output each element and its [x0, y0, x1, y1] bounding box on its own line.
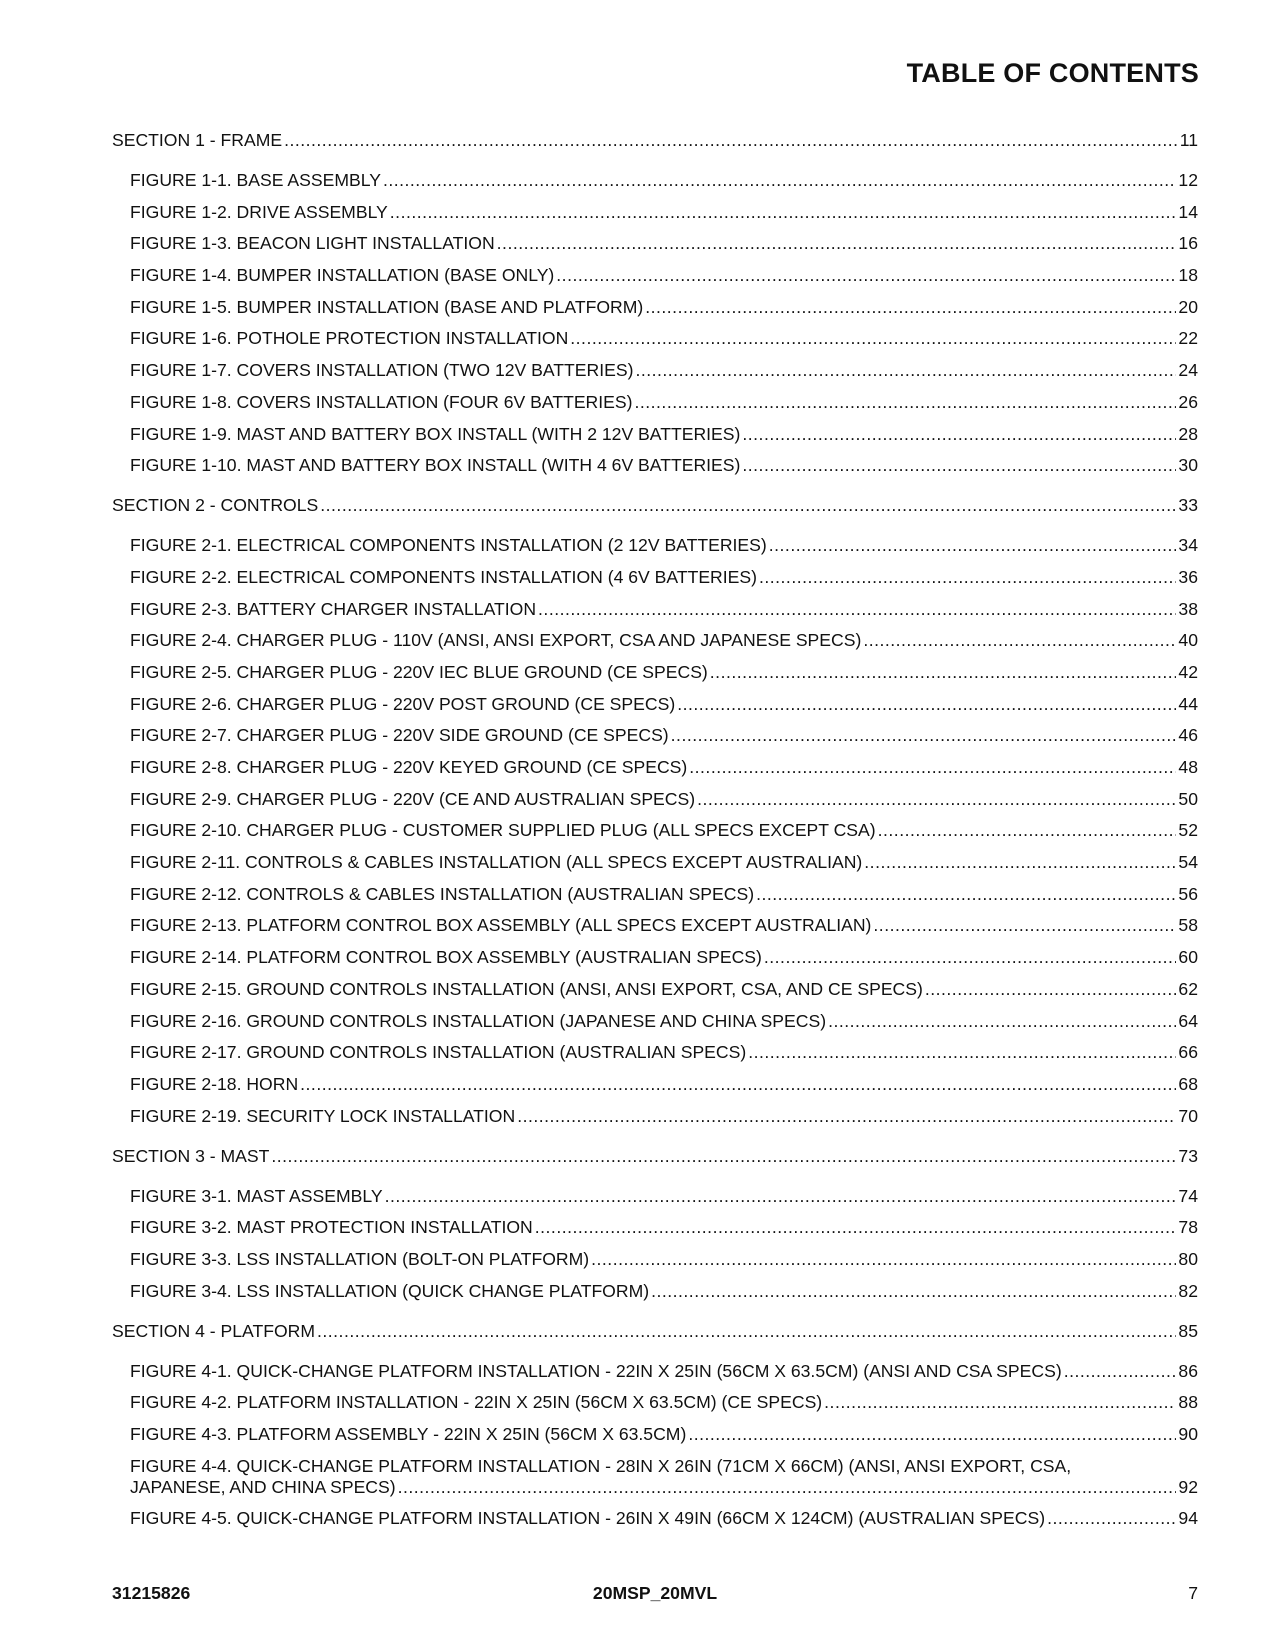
toc-entry-label-continued: JAPANESE, AND CHINA SPECS)	[130, 1476, 396, 1497]
toc-entry-label: FIGURE 2-13. PLATFORM CONTROL BOX ASSEMBLY (ALL SPECS EXCEPT AUSTRALIAN)	[130, 915, 872, 936]
toc-entry-label: FIGURE 2-1. ELECTRICAL COMPONENTS INSTALLATION (2 12V BATTERIES)	[130, 535, 767, 556]
toc-entry-label: FIGURE 2-8. CHARGER PLUG - 220V KEYED GROUND (CE SPECS)	[130, 757, 688, 777]
toc-entry-page: 22	[1178, 328, 1198, 349]
toc-entry-page: 16	[1178, 233, 1198, 254]
table-of-contents	[112, 130, 1198, 1529]
dot-leader	[925, 979, 1177, 1000]
toc-entry-page: 74	[1178, 1185, 1198, 1206]
toc-figure-entry[interactable]	[112, 233, 1198, 254]
dot-leader	[320, 495, 1176, 516]
dot-leader	[764, 947, 1177, 968]
toc-figure-entry[interactable]	[112, 1106, 1198, 1127]
toc-entry-label: FIGURE 2-3. BATTERY CHARGER INSTALLATION	[130, 598, 537, 619]
dot-leader	[645, 297, 1176, 318]
dot-leader	[689, 757, 1176, 778]
toc-entry-page: 12	[1178, 170, 1198, 190]
toc-entry-page: 80	[1178, 1248, 1198, 1269]
toc-entry-page: 73	[1178, 1145, 1198, 1166]
toc-section-entry[interactable]	[112, 130, 1198, 151]
dot-leader	[742, 455, 1176, 476]
toc-entry-label: FIGURE 2-5. CHARGER PLUG - 220V IEC BLUE GROUND (CE SPECS)	[130, 661, 708, 682]
toc-figure-entry[interactable]	[112, 694, 1198, 715]
toc-entry-label: SECTION 2 - CONTROLS	[112, 495, 319, 516]
dot-leader	[1047, 1508, 1176, 1529]
dot-leader	[556, 265, 1176, 286]
toc-entry-page: 52	[1178, 820, 1198, 841]
toc-entry-label: FIGURE 1-5. BUMPER INSTALLATION (BASE AND PLATFORM)	[130, 296, 644, 317]
toc-entry-label: FIGURE 3-1. MAST ASSEMBLY	[130, 1185, 383, 1206]
toc-entry-page: 26	[1178, 391, 1198, 412]
toc-entry-page: 56	[1178, 883, 1198, 904]
dot-leader	[671, 725, 1177, 746]
toc-figure-entry[interactable]	[112, 852, 1198, 873]
dot-leader	[570, 328, 1176, 349]
toc-figure-entry[interactable]	[112, 567, 1198, 588]
toc-figure-entry[interactable]	[112, 1011, 1198, 1032]
dot-leader	[864, 852, 1176, 873]
toc-figure-entry[interactable]	[112, 265, 1198, 286]
dot-leader	[748, 1042, 1176, 1063]
dot-leader	[271, 1146, 1176, 1167]
toc-entry-label: FIGURE 4-2. PLATFORM INSTALLATION - 22IN X 25IN (56CM X 63.5CM) (CE SPECS)	[130, 1392, 823, 1413]
toc-entry-label: FIGURE 4-5. QUICK-CHANGE PLATFORM INSTALLATION - 26IN X 49IN (66CM X 124CM) (AUSTRALIAN SPECS)	[130, 1508, 1046, 1529]
dot-leader	[284, 130, 1178, 151]
toc-figure-entry[interactable]	[112, 328, 1198, 349]
toc-figure-entry[interactable]	[112, 725, 1198, 746]
toc-entry-label: FIGURE 2-2. ELECTRICAL COMPONENTS INSTALLATION (4 6V BATTERIES)	[130, 566, 757, 587]
toc-figure-entry[interactable]	[112, 1456, 1198, 1498]
dot-leader	[824, 1392, 1176, 1413]
page-number: 7	[1188, 1583, 1198, 1603]
document-number: 31215826	[112, 1583, 191, 1603]
toc-entry-label: FIGURE 4-3. PLATFORM ASSEMBLY - 22IN X 25IN (56CM X 63.5CM)	[130, 1424, 687, 1444]
toc-figure-entry[interactable]	[112, 1186, 1198, 1207]
toc-entry-label: SECTION 4 - PLATFORM	[112, 1320, 315, 1341]
toc-figure-entry[interactable]	[112, 1508, 1198, 1529]
toc-entry-page: 90	[1178, 1424, 1198, 1444]
toc-entry-page: 46	[1178, 725, 1198, 746]
toc-entry-label: FIGURE 2-16. GROUND CONTROLS INSTALLATION (JAPANESE AND CHINA SPECS)	[130, 1010, 827, 1031]
toc-entry-label: FIGURE 2-10. CHARGER PLUG - CUSTOMER SUPPLIED PLUG (ALL SPECS EXCEPT CSA)	[130, 820, 876, 841]
toc-entry-page: 40	[1178, 630, 1198, 651]
toc-entry-page: 36	[1178, 566, 1198, 587]
toc-entry-label: FIGURE 4-4. QUICK-CHANGE PLATFORM INSTALLATION - 28IN X 26IN (71CM X 66CM) (ANSI, ANSI EXPORT, CSA,	[130, 1455, 1072, 1476]
toc-entry-page: 70	[1178, 1105, 1198, 1126]
toc-figure-entry[interactable]	[112, 947, 1198, 968]
dot-leader	[742, 424, 1176, 445]
toc-figure-entry[interactable]	[112, 979, 1198, 1000]
toc-entry-page: 24	[1178, 360, 1198, 381]
dot-leader	[651, 1281, 1176, 1302]
dot-leader	[769, 535, 1177, 556]
toc-figure-entry[interactable]	[112, 297, 1198, 318]
toc-figure-entry[interactable]	[112, 1392, 1198, 1413]
toc-entry-page: 50	[1178, 788, 1198, 809]
toc-section-entry[interactable]	[112, 495, 1198, 516]
toc-figure-entry[interactable]	[112, 1249, 1198, 1270]
toc-entry-label: FIGURE 3-4. LSS INSTALLATION (QUICK CHANGE PLATFORM)	[130, 1280, 650, 1301]
toc-entry-page: 30	[1178, 455, 1198, 476]
toc-figure-entry[interactable]	[112, 424, 1198, 445]
toc-entry-page: 38	[1178, 598, 1198, 619]
page-title: TABLE OF CONTENTS	[906, 58, 1199, 88]
toc-entry-page: 60	[1178, 947, 1198, 968]
toc-entry-page: 42	[1178, 661, 1198, 682]
toc-entry-label: FIGURE 2-9. CHARGER PLUG - 220V (CE AND AUSTRALIAN SPECS)	[130, 788, 696, 809]
toc-figure-entry[interactable]	[112, 789, 1198, 810]
toc-entry-page: 58	[1178, 915, 1198, 936]
toc-section-entry[interactable]	[112, 1146, 1198, 1167]
toc-entry-label: FIGURE 2-4. CHARGER PLUG - 110V (ANSI, ANSI EXPORT, CSA AND JAPANESE SPECS)	[130, 630, 862, 651]
toc-entry-page: 44	[1178, 693, 1198, 714]
toc-entry-page: 78	[1178, 1217, 1198, 1238]
toc-entry-label: FIGURE 3-3. LSS INSTALLATION (BOLT-ON PLATFORM)	[130, 1248, 590, 1269]
dot-leader	[756, 884, 1176, 905]
toc-section-entry[interactable]	[112, 1321, 1198, 1342]
dot-leader	[828, 1011, 1176, 1032]
toc-entry-page: 88	[1178, 1392, 1198, 1413]
toc-entry-page: 86	[1178, 1360, 1198, 1381]
dot-leader	[300, 1074, 1176, 1095]
toc-entry-page: 85	[1178, 1320, 1198, 1341]
toc-entry-page: 14	[1178, 201, 1198, 222]
toc-entry-label: FIGURE 1-8. COVERS INSTALLATION (FOUR 6V BATTERIES)	[130, 391, 633, 412]
toc-entry-label: FIGURE 2-15. GROUND CONTROLS INSTALLATION (ANSI, ANSI EXPORT, CSA, AND CE SPECS)	[130, 978, 923, 999]
dot-leader	[383, 170, 1176, 191]
toc-entry-page: 11	[1179, 130, 1198, 150]
dot-leader	[688, 1424, 1176, 1445]
toc-entry-page: 33	[1178, 495, 1198, 516]
toc-entry-page: 92	[1178, 1476, 1198, 1497]
toc-entry-page: 18	[1178, 265, 1198, 286]
toc-entry-label: FIGURE 3-2. MAST PROTECTION INSTALLATION	[130, 1217, 533, 1238]
toc-entry-label: FIGURE 2-19. SECURITY LOCK INSTALLATION	[130, 1105, 516, 1126]
toc-entry-label: FIGURE 1-10. MAST AND BATTERY BOX INSTALL (WITH 4 6V BATTERIES)	[130, 455, 741, 476]
toc-figure-entry[interactable]	[112, 202, 1198, 223]
dot-leader	[517, 1106, 1176, 1127]
toc-figure-entry[interactable]	[112, 599, 1198, 620]
dot-leader	[759, 567, 1176, 588]
toc-figure-entry[interactable]	[112, 170, 1198, 191]
toc-figure-entry[interactable]	[112, 1424, 1198, 1445]
dot-leader	[317, 1321, 1176, 1342]
toc-entry-label: FIGURE 1-1. BASE ASSEMBLY	[130, 170, 381, 190]
toc-figure-entry[interactable]	[112, 1074, 1198, 1095]
dot-leader	[634, 392, 1176, 413]
toc-entry-label: FIGURE 2-7. CHARGER PLUG - 220V SIDE GROUND (CE SPECS)	[130, 725, 669, 746]
toc-entry-page: 62	[1178, 978, 1198, 999]
toc-entry-page: 68	[1178, 1073, 1198, 1094]
toc-entry-label: SECTION 1 - FRAME	[112, 130, 283, 150]
dot-leader	[710, 662, 1177, 683]
dot-leader	[497, 233, 1177, 254]
toc-entry-page: 82	[1178, 1280, 1198, 1301]
toc-entry-label: FIGURE 1-2. DRIVE ASSEMBLY	[130, 201, 388, 222]
toc-entry-label: FIGURE 1-6. POTHOLE PROTECTION INSTALLATION	[130, 328, 569, 349]
dot-leader	[591, 1249, 1176, 1270]
toc-entry-page: 48	[1178, 757, 1198, 777]
toc-entry-label: FIGURE 1-3. BEACON LIGHT INSTALLATION	[130, 233, 495, 254]
toc-entry-label: FIGURE 4-1. QUICK-CHANGE PLATFORM INSTALLATION - 22IN X 25IN (56CM X 63.5CM) (ANSI AND CSA SPECS)	[130, 1360, 1062, 1381]
dot-leader	[697, 789, 1176, 810]
toc-figure-entry[interactable]	[112, 884, 1198, 905]
toc-entry-label: FIGURE 1-9. MAST AND BATTERY BOX INSTALL (WITH 2 12V BATTERIES)	[130, 423, 741, 444]
toc-entry-page: 28	[1178, 423, 1198, 444]
toc-entry-label: FIGURE 2-18. HORN	[130, 1073, 299, 1094]
toc-figure-entry[interactable]	[112, 820, 1198, 841]
dot-leader	[390, 202, 1177, 223]
toc-entry-page: 54	[1178, 852, 1198, 873]
model-name: 20MSP_20MVL	[592, 1583, 718, 1603]
toc-figure-entry[interactable]	[112, 915, 1198, 936]
dot-leader	[873, 915, 1176, 936]
toc-figure-entry[interactable]	[112, 392, 1198, 413]
dot-leader	[878, 820, 1177, 841]
toc-figure-entry[interactable]	[112, 1217, 1198, 1238]
dot-leader	[1064, 1361, 1177, 1382]
toc-entry-page: 66	[1178, 1042, 1198, 1063]
dot-leader	[538, 599, 1176, 620]
toc-figure-entry[interactable]	[112, 535, 1198, 556]
dot-leader	[635, 360, 1176, 381]
toc-entry-page: 34	[1178, 535, 1198, 556]
dot-leader	[535, 1217, 1177, 1238]
toc-figure-entry[interactable]	[112, 1042, 1198, 1063]
toc-figure-entry[interactable]	[112, 455, 1198, 476]
page-footer	[112, 1583, 1198, 1607]
toc-figure-entry[interactable]	[112, 662, 1198, 683]
dot-leader	[863, 630, 1176, 651]
toc-entry-page: 20	[1178, 296, 1198, 317]
toc-entry-label: FIGURE 1-4. BUMPER INSTALLATION (BASE ONLY)	[130, 265, 555, 286]
toc-figure-entry[interactable]	[112, 1281, 1198, 1302]
toc-figure-entry[interactable]	[112, 1361, 1198, 1382]
toc-entry-label: FIGURE 2-12. CONTROLS & CABLES INSTALLATION (AUSTRALIAN SPECS)	[130, 883, 755, 904]
toc-entry-label: FIGURE 2-6. CHARGER PLUG - 220V POST GROUND (CE SPECS)	[130, 693, 676, 714]
toc-entry-label: FIGURE 2-17. GROUND CONTROLS INSTALLATION (AUSTRALIAN SPECS)	[130, 1042, 747, 1063]
toc-figure-entry[interactable]	[112, 630, 1198, 651]
toc-entry-page: 94	[1178, 1508, 1198, 1529]
toc-figure-entry[interactable]	[112, 360, 1198, 381]
dot-leader	[677, 694, 1176, 715]
toc-entry-page: 64	[1178, 1010, 1198, 1031]
dot-leader	[385, 1186, 1177, 1207]
toc-figure-entry[interactable]	[112, 757, 1198, 778]
toc-entry-label: FIGURE 1-7. COVERS INSTALLATION (TWO 12V BATTERIES)	[130, 360, 634, 381]
toc-entry-label: SECTION 3 - MAST	[112, 1145, 270, 1166]
dot-leader	[398, 1477, 1177, 1498]
toc-entry-label: FIGURE 2-14. PLATFORM CONTROL BOX ASSEMBLY (AUSTRALIAN SPECS)	[130, 947, 762, 968]
toc-entry-label: FIGURE 2-11. CONTROLS & CABLES INSTALLATION (ALL SPECS EXCEPT AUSTRALIAN)	[130, 852, 863, 873]
